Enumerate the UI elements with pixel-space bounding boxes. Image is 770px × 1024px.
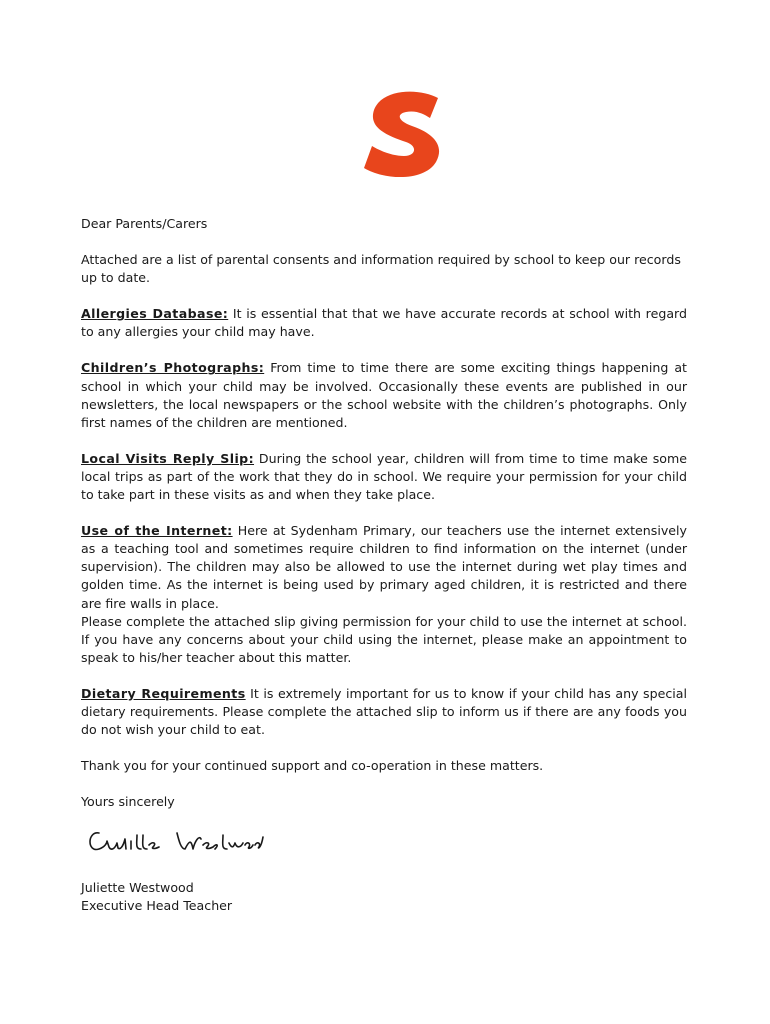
school-logo-s-shape [364,92,439,177]
internet-permission-paragraph: Please complete the attached slip giving permission for your child to use the internet at school. If you have any concerns about your child using the internet, please make an appointment to speak to his/her teacher about this matter. [81,613,687,665]
dietary-paragraph [81,685,687,739]
intro-paragraph: Attached are a list of parental consents and information required by school to keep our records up to date. [81,252,681,286]
signer-block [81,879,687,915]
photographs-heading: Children’s Photographs: [81,360,265,376]
allergies-paragraph [81,305,687,341]
school-logo [360,90,450,178]
internet-paragraph [81,522,687,612]
dietary-heading: Dietary Requirements [81,685,246,701]
thanks-paragraph: Thank you for your continued support and co-operation in these matters. [81,758,544,774]
local-visits-heading: Local Visits Reply Slip: [81,450,255,466]
greeting: Dear Parents/Carers [81,216,208,231]
letter-body [81,215,687,916]
signature [85,827,265,857]
photographs-paragraph [81,359,687,431]
signer-name: Juliette Westwood [81,880,194,896]
signer-title: Executive Head Teacher [81,898,233,914]
dietary-text: It is extremely important for us to know if your child has any special dietary requirements. Please complete the attached slip to inform us if there are any foods you do not wish your child to eat. [81,685,688,738]
allergies-text: It is essential that that we have accurate records at school with regard to any allergies your child may have. [81,306,687,340]
internet-heading: Use of the Internet: [81,523,233,539]
local-visits-paragraph [81,450,687,504]
allergies-heading: Allergies Database: [81,306,229,322]
local-visits-text: During the school year, children will from time to time make some local trips as part of the work that they do in school. We require your permission for your child to take part in these visits as and when they take place. [81,450,687,503]
internet-text: Here at Sydenham Primary, our teachers use the internet extensively as a teaching tool and sometimes require children to find information on the internet (under supervision). The children may also be allowed to use the internet during wet play times and golden time. As the internet is being used by primary aged children, it is restricted and there are fire walls in place. [81,523,687,611]
signature-stroke [90,833,263,850]
photographs-text: From time to time there are some exciting things happening at school in which your child may be involved. Occasionally these events are published in our newsletters, the local newspapers or the school website with the children’s photographs. Only first names of the children are mentioned. [81,360,687,430]
closing-line: Yours sincerely [81,794,175,810]
